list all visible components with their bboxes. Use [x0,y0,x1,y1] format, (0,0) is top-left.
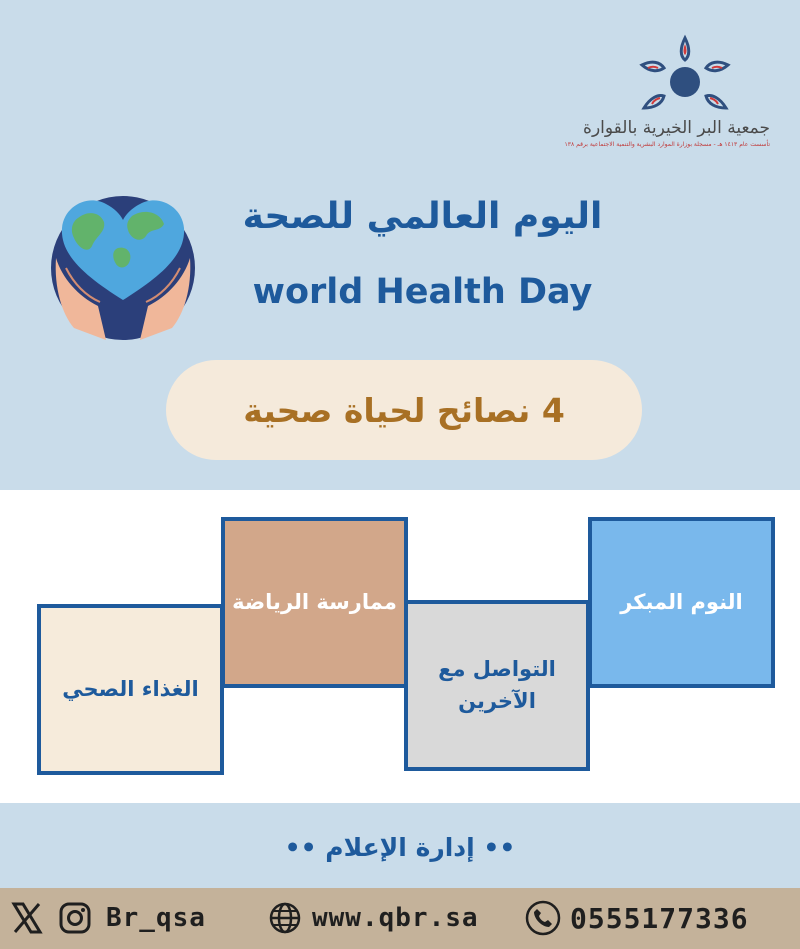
footer-phone [524,898,749,938]
tip-box-exercise [221,517,408,688]
tip-box-socializing [404,600,590,771]
x-icon[interactable] [10,901,44,935]
org-name: جمعية البر الخيرية بالقوارة [583,118,770,138]
footer-website [268,898,479,938]
tip-label: التواصل مع الآخرين [438,657,556,713]
website-link[interactable]: www.qbr.sa [312,903,479,933]
title-english: world Health Day [252,272,593,312]
star-flower-logo-icon [630,30,740,120]
tip-label: ممارسة الرياضة [232,589,397,614]
tip-label: النوم المبكر [620,589,743,614]
footer-social [10,898,206,938]
globe-heart-hands-icon [48,188,198,343]
tips-heading-pill [166,360,642,460]
globe-icon [268,901,302,935]
org-subtitle: تأسست عام ١٤١٣ هـ - مسجلة بوزارة الموارد البشرية والتنمية الاجتماعية برقم ١٣٨ [564,141,770,148]
tips-heading: 4 نصائح لحياة صحية [243,390,565,430]
tip-box-healthy-food [37,604,224,775]
tip-box-early-sleep [588,517,775,688]
title-arabic: اليوم العالمي للصحة [242,196,603,237]
instagram-icon[interactable] [58,901,92,935]
tip-label: الغذاء الصحي [62,676,199,701]
media-department: •• إدارة الإعلام •• [284,833,516,862]
phone-icon [524,899,562,937]
social-handle[interactable]: Br_qsa [106,903,206,933]
phone-number[interactable]: 0555177336 [570,901,749,935]
